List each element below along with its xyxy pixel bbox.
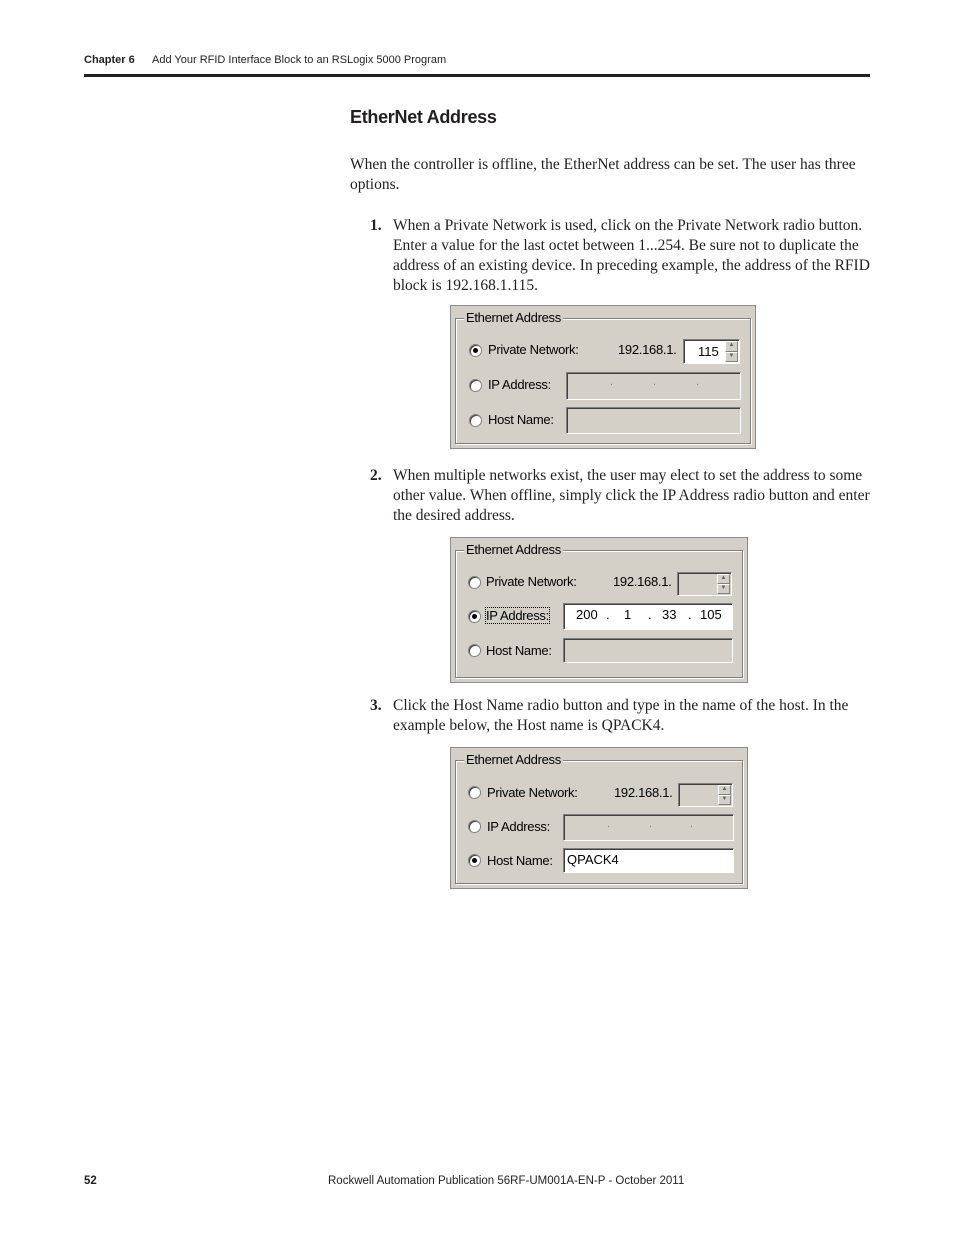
host-name-field[interactable] <box>566 407 741 434</box>
step-number: 1. <box>370 217 382 234</box>
ip-dot: . <box>607 818 611 830</box>
spin-buttons[interactable] <box>718 785 731 805</box>
spin-up-icon[interactable]: ▲ <box>717 574 730 584</box>
step-text: When a Private Network is used, click on the Private Network radio button. Enter a value for the last octet between 1...254. Be sure not to duplicate the address of an existing device. In preceding example, the address of the RFID block is 192.168.1.115. <box>393 217 870 294</box>
spin-down-icon[interactable]: ▼ <box>725 352 738 363</box>
last-octet-stepper[interactable] <box>677 572 732 596</box>
ethernet-address-dialog-ip <box>450 537 748 683</box>
private-network-label: Private Network: <box>486 574 577 589</box>
step-text: Click the Host Name radio button and type in the name of the host. In the example below, the Host name is QPACK4. <box>393 697 849 734</box>
ip-address-radio[interactable] <box>468 610 481 623</box>
page-number: 52 <box>84 1175 97 1187</box>
step-number: 3. <box>370 697 382 714</box>
ip-dot: . <box>696 376 700 388</box>
host-name-radio[interactable] <box>469 414 482 427</box>
ip-address-label: IP Address: <box>486 608 549 623</box>
ip-dot: . <box>688 607 692 622</box>
host-name-radio[interactable] <box>468 644 481 657</box>
ip-address-field[interactable] <box>566 372 741 400</box>
ip-dot: . <box>610 376 614 388</box>
last-octet-stepper[interactable] <box>678 783 733 807</box>
ip-address-radio[interactable] <box>468 820 481 833</box>
private-network-radio[interactable] <box>468 786 481 799</box>
ip-address-field[interactable] <box>563 603 733 630</box>
chapter-label: Chapter 6 <box>84 54 135 66</box>
ip-octet-2: 1 <box>624 607 632 622</box>
group-label: Ethernet Address <box>466 542 561 557</box>
ip-dot: . <box>606 607 610 622</box>
host-name-field[interactable] <box>563 638 733 663</box>
spin-up-icon[interactable]: ▲ <box>725 341 738 352</box>
host-name-value: QPACK4 <box>567 852 619 867</box>
group-label: Ethernet Address <box>466 310 561 325</box>
spin-buttons[interactable] <box>725 341 738 362</box>
spin-down-icon[interactable]: ▼ <box>717 584 730 594</box>
ip-address-radio[interactable] <box>469 379 482 392</box>
step-text: When multiple networks exist, the user may elect to set the address to some other value. When offline, simply click the IP Address radio button and enter the desired address. <box>393 467 870 524</box>
section-title: EtherNet Address <box>350 107 497 127</box>
host-name-label: Host Name: <box>486 643 552 658</box>
ethernet-address-dialog-private <box>450 305 756 449</box>
ip-dot: . <box>648 607 652 622</box>
private-network-radio[interactable] <box>468 576 481 589</box>
ip-dot: . <box>690 818 694 830</box>
ip-address-label: IP Address: <box>487 819 550 834</box>
private-network-label: Private Network: <box>488 342 579 357</box>
ip-dot: . <box>653 376 657 388</box>
private-network-radio[interactable] <box>469 344 482 357</box>
host-name-field[interactable] <box>563 848 734 873</box>
host-name-label: Host Name: <box>488 412 554 427</box>
intro-paragraph: When the controller is offline, the EtherNet address can be set. The user has three options. <box>350 156 856 193</box>
publication-info: Rockwell Automation Publication 56RF-UM001A-EN-P - October 2011 <box>328 1175 685 1187</box>
ip-octet-1: 200 <box>576 607 598 622</box>
host-name-radio[interactable] <box>468 854 481 867</box>
chapter-title: Add Your RFID Interface Block to an RSLogix 5000 Program <box>152 54 447 66</box>
host-name-label: Host Name: <box>487 853 553 868</box>
private-network-label: Private Network: <box>487 785 578 800</box>
last-octet-stepper[interactable] <box>683 339 740 364</box>
last-octet-value: 115 <box>698 344 719 359</box>
ip-address-field[interactable] <box>563 814 734 841</box>
spin-buttons[interactable] <box>717 574 730 594</box>
network-prefix: 192.168.1. <box>614 785 673 800</box>
step-number: 2. <box>370 467 382 484</box>
header-rule <box>84 74 870 77</box>
spin-up-icon[interactable]: ▲ <box>718 785 731 795</box>
ip-octet-3: 33 <box>662 607 677 622</box>
ethernet-address-dialog-host <box>450 747 748 889</box>
ip-address-label: IP Address: <box>488 377 551 392</box>
ip-dot: . <box>649 818 653 830</box>
network-prefix: 192.168.1. <box>618 342 677 357</box>
ip-octet-4: 105 <box>700 607 722 622</box>
network-prefix: 192.168.1. <box>613 574 672 589</box>
group-label: Ethernet Address <box>466 752 561 767</box>
spin-down-icon[interactable]: ▼ <box>718 795 731 805</box>
